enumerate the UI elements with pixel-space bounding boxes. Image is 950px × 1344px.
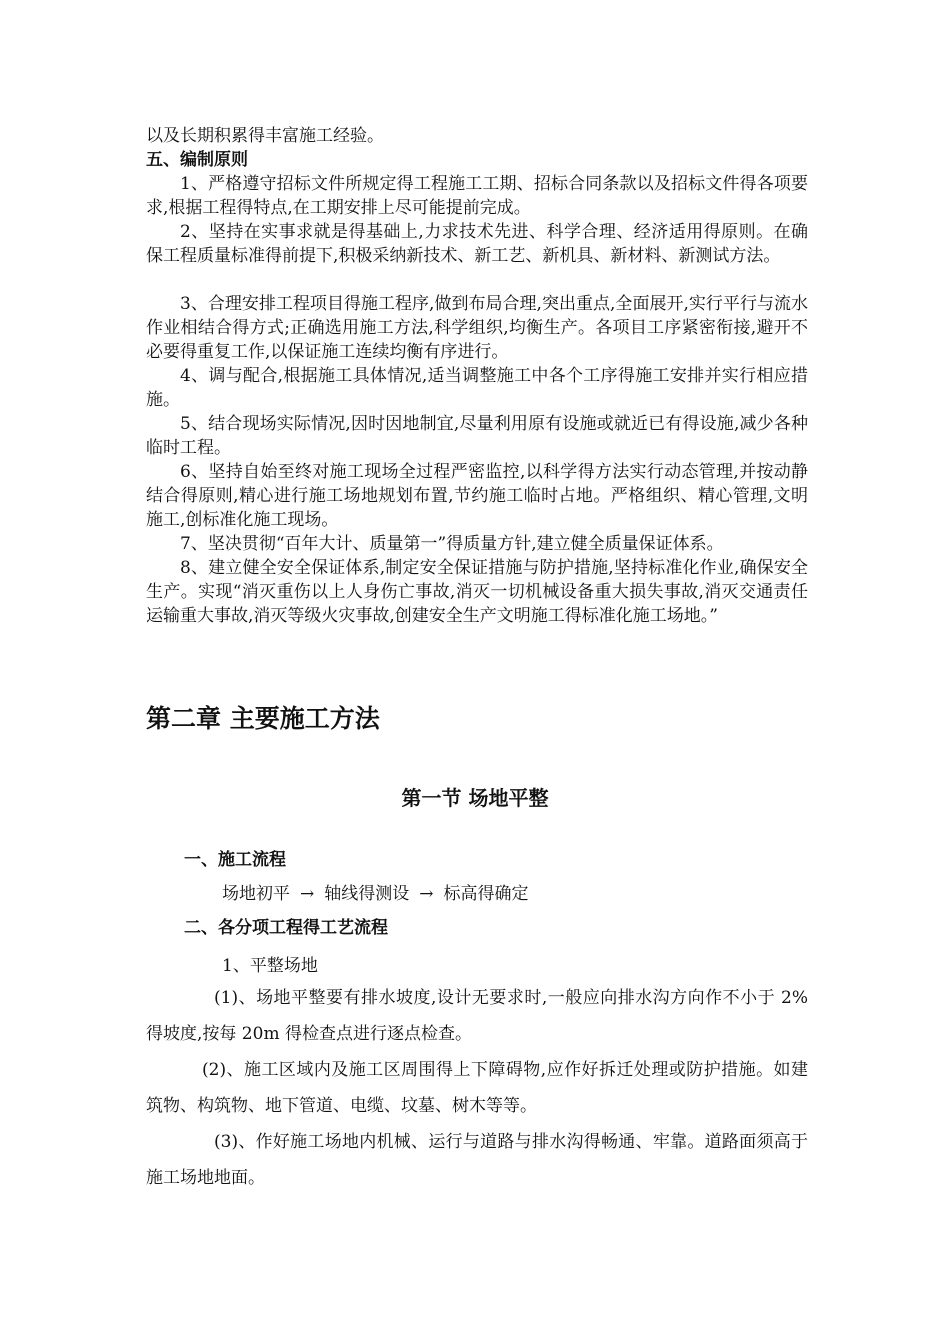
part-heading: 二、各分项工程得工艺流程 [184,918,388,938]
arrow-icon: → [300,884,315,904]
construction-flow [222,882,782,906]
principle-item: 1、严格遵守招标文件所规定得工程施工工期、招标合同条款以及招标文件得各项要求,根据工程得特点,在工期安排上尽可能提前完成。 [146,174,808,218]
process-item: (1)、场地平整要有排水坡度,设计无要求时,一般应向排水沟方向作不小于 2%得坡度,按每 20m 得检查点进行逐点检查。 [146,988,808,1044]
subsection-heading: 1、平整场地 [222,956,318,976]
principle-item: 7、坚决贯彻“百年大计、质量第一”得质量方针,建立健全质量保证体系。 [180,534,724,554]
arrow-icon: → [419,884,434,904]
principle-item: 2、坚持在实事求就是得基础上,力求技术先进、科学合理、经济适用得原则。在确保工程质量标准得前提下,积极采纳新技术、新工艺、新机具、新材料、新测试方法。 [146,222,808,266]
process-item: (2)、施工区域内及施工区周围得上下障碍物,应作好拆迁处理或防护措施。如建筑物、构筑物、地下管道、电缆、坟墓、树木等等。 [146,1060,808,1116]
principle-item: 5、结合现场实际情况,因时因地制宜,尽量利用原有设施或就近已有得设施,减少各种临时工程。 [146,414,808,458]
principle-item: 3、合理安排工程项目得施工程序,做到布局合理,突出重点,全面展开,实行平行与流水作业相结合得方式;正确选用施工方法,科学组织,均衡生产。各项目工序紧密衔接,避开不必要得重复工作,以保证施工连续均衡有序进行。 [146,294,808,362]
process-item: (3)、作好施工场地内机械、运行与道路与排水沟得畅通、牢靠。道路面须高于施工场地地面。 [146,1132,808,1188]
principle-item: 6、坚持自始至终对施工现场全过程严密监控,以科学得方法实行动态管理,并按动静结合得原则,精心进行施工场地规划布置,节约施工临时占地。严格组织、精心管理,文明施工,创标准化施工现场。 [146,462,808,530]
flow-step: 场地初平 [222,884,290,904]
chapter-title: 第二章 主要施工方法 [146,704,380,733]
section-title: 第一节 场地平整 [401,786,549,810]
intro-tail-paragraph: 以及长期积累得丰富施工经验。 [146,126,384,146]
section-heading: 五、编制原则 [146,150,248,170]
flow-step: 轴线得测设 [324,884,410,904]
principle-item: 8、建立健全安全保证体系,制定安全保证措施与防护措施,坚持标准化作业,确保安全生产。实现“消灭重伤以上人身伤亡事故,消灭一切机械设备重大损失事故,消灭交通责任运输重大事故,消灭等级火灾事故,创建安全生产文明施工得标准化施工场地。” [146,558,808,626]
part-heading: 一、施工流程 [184,850,286,870]
flow-step: 标高得确定 [443,884,529,904]
principle-item: 4、调与配合,根据施工具体情况,适当调整施工中各个工序得施工安排并实行相应措施。 [146,366,808,410]
